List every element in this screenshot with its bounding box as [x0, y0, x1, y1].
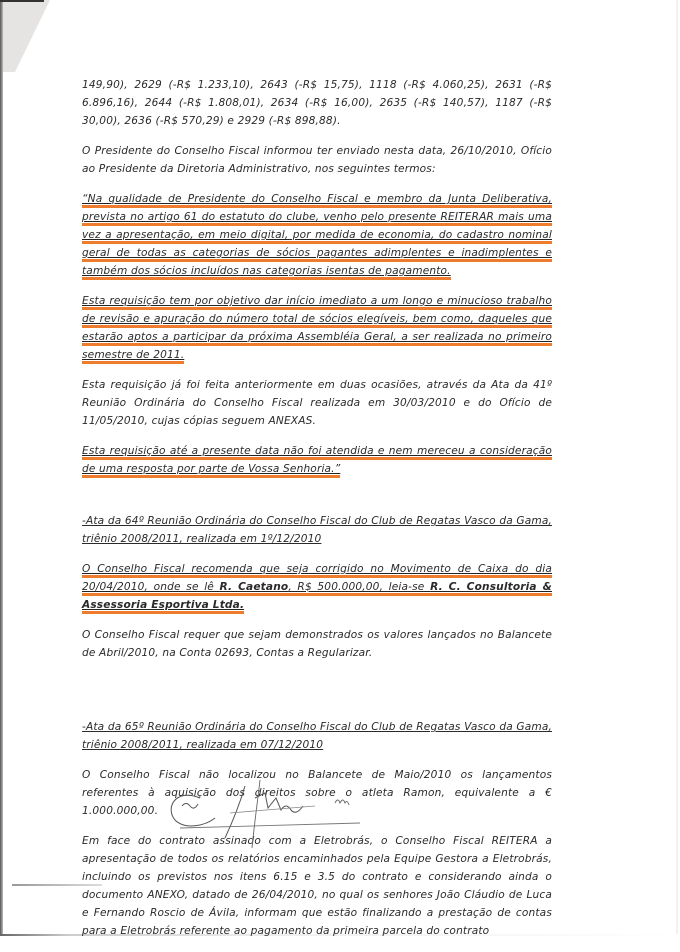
highlighted-text: Esta requisição tem por objetivo dar início imediato a um longo e minucioso trabalho de revisão e apuração do número total de sócios elegíveis, bem como, daqueles que estarão aptos a participar da próxima Assembléia Geral, a ser realizada no primeiro semestre de 2011. [82, 295, 552, 361]
section-65-paragraph-2: Em face do contrato assinado com a Eletrobrás, o Conselho Fiscal REITERA a apresentação de todos os relatórios encaminhados pela Equipe Gestora a Eletrobrás, incluindo os previstos nos itens 6.15 e 3.5 do contrato e considerando ainda o documento ANEXO, datado de 26/04/2010, no qual os senhores João Cláudio de Luca e Fernando Roscio de Ávila, informam que estão finalizando a prestação de contas para a Eletrobrás referente ao pagamento da primeira parcela do contrato [82, 835, 552, 937]
quote-paragraph-3: Esta requisição já foi feita anteriormente em duas ocasiões, através da Ata da 41º Reunião Ordinária do Conselho Fiscal realizada em 30/03/2010 e do Ofício de 11/05/2010, cujas cópias seguem ANEXAS. [82, 379, 552, 427]
section-65-paragraph-1: O Conselho Fiscal não localizou no Balancete de Maio/2010 os lançamentos referentes à aquisição dos direitos sobre o atleta Ramon, equivalente a € 1.000.000,00. [82, 769, 552, 817]
section-title-65: -Ata da 65º Reunião Ordinária do Conselho Fiscal do Club de Regatas Vasco da Gama, triênio 2008/2011, realizada em 07/12/2010 [82, 721, 552, 751]
quote-paragraph-1 [82, 190, 552, 280]
scan-edge-left [0, 0, 3, 936]
scan-fold-shadow [0, 0, 50, 72]
text-run: , R$ 500.000,00, leia-se [288, 581, 431, 593]
section-64-paragraph-2: O Conselho Fiscal requer que sejam demonstrados os valores lançados no Balancete de Abril/2010, na Conta 02693, Contas a Regularizar. [82, 629, 552, 659]
scan-edge-right [676, 0, 678, 936]
bold-company: R. C. Consultoria & Assessoria Esportiva Ltda. [82, 581, 553, 611]
highlighted-text: “Na qualidade de Presidente do Conselho Fiscal e membro da Junta Deliberativa, prevista no artigo 61 do estatuto do clube, venho pelo presente REITERAR mais uma vez a apresentação, em meio digital, por medida de economia, do cadastro nominal geral de todas as categorias de sócios pagantes adimplentes e inadimplentes e também dos sócios incluídos nas categorias isentas de pagamento. [82, 193, 552, 277]
scan-edge-top [0, 0, 44, 2]
bold-name: R. Caetano [219, 581, 289, 593]
section-title-64: -Ata da 64º Reunião Ordinária do Conselho Fiscal do Club de Regatas Vasco da Gama, triênio 2008/2011, realizada em 1º/12/2010 [82, 515, 552, 545]
quote-paragraph-2 [82, 292, 552, 364]
highlighted-text [82, 563, 552, 611]
handwritten-signature [160, 778, 400, 848]
presidente-paragraph: O Presidente do Conselho Fiscal informou ter enviado nesta data, 26/10/2010, Ofício ao Presidente da Diretoria Administrativo, nos seguintes termos: [82, 145, 552, 175]
section-64-paragraph-1 [82, 560, 552, 614]
intro-continuation: 149,90), 2629 (-R$ 1.233,10), 2643 (-R$ 15,75), 1118 (-R$ 4.060,25), 2631 (-R$ 6.896,16), 2644 (-R$ 1.808,01), 2634 (-R$ 16,00), 2635 (-R$ 140,57), 1187 (-R$ 30,00), 2636 (-R$ 570,29) e 2929 (-R$ 898,88). [82, 79, 552, 127]
highlighted-text: Esta requisição até a presente data não foi atendida e nem mereceu a consideração de uma resposta por parte de Vossa Senhoria.” [82, 445, 552, 475]
text-run: O Conselho Fiscal recomenda que seja corrigido no Movimento de Caixa do dia 20/04/2010, onde se lê [82, 563, 552, 593]
quote-paragraph-4 [82, 442, 552, 478]
